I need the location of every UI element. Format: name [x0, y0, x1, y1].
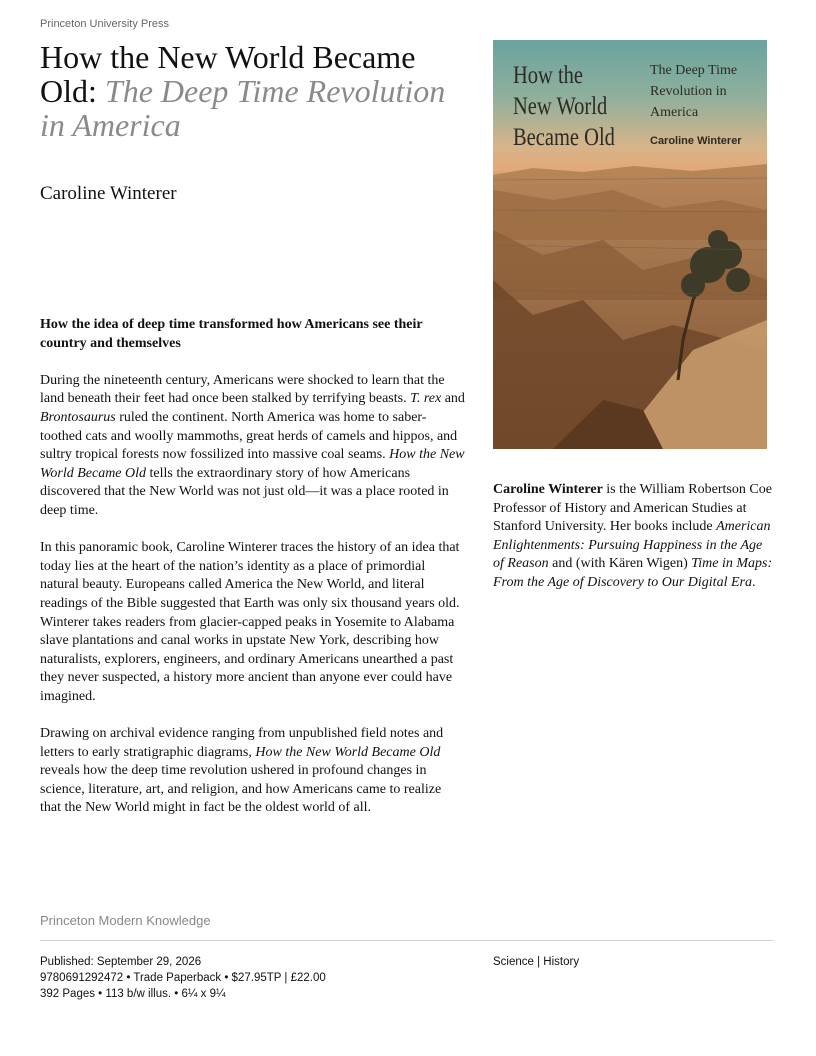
description-paragraph-2: In this panoramic book, Caroline Winterer traces the history of an idea that today lies at the heart of the nation’s identity as a place of primordial natural beauty. Europeans called America the New World, and literal readings of the Bible suggested that Earth was only six thousand years old. Winterer takes readers from glacier-capped peaks in Yosemite to Alabama slave plantations and canal works in upstate New York, describing how naturalists, explorers, engineers, and ordinary Americans unearthed a past they never suspected, a history more ancient than anyone ever could have imagined.	[40, 540, 460, 704]
p3-italic-title: How the New World Became Old	[255, 744, 441, 760]
bio-book-2: Time in Maps: From the Age of Discovery to Our Digital Era	[493, 556, 773, 590]
book-title	[40, 40, 460, 142]
p1-text-c: ruled the continent. North America was home to saber-toothed cats and woolly mammoths, great herds of camels and hippos, and sultry tropical forests now fossilized into massive coal seams.	[40, 409, 458, 463]
p3-text-b: reveals how the deep time revolution ushered in profound changes in science, literature, art, and religion, and how Americans came to realize that the New World might in fact be the oldest world of all.	[40, 763, 442, 816]
cover-title: How the New World Became Old	[513, 62, 615, 151]
bio-text-c: .	[751, 574, 756, 590]
book-description	[40, 316, 465, 837]
bio-text-b: and (with Kären Wigen)	[548, 556, 692, 572]
p1-italic-trex: T. rex	[410, 391, 442, 407]
series-name: Princeton Modern Knowledge	[40, 913, 211, 928]
p1-italic-title: How the New World Became Old	[40, 447, 465, 481]
author-name: Caroline Winterer	[40, 183, 177, 204]
p3-text-a: Drawing on archival evidence ranging from unpublished field notes and letters to early stratigraphic diagrams,	[40, 726, 444, 760]
footer-divider	[40, 940, 773, 941]
title-subtitle: The Deep Time Revolution in America	[40, 73, 446, 143]
cover-author: Caroline Winterer	[650, 135, 742, 147]
isbn-price-line: 9780691292472 • Trade Paperback • $27.95TP | £22.00	[40, 972, 326, 984]
p1-text-b: and	[441, 391, 465, 407]
author-bio	[493, 481, 773, 593]
description-paragraph-3	[40, 725, 465, 818]
p1-text-d: tells the extraordinary story of how Americans discovered that the New World was not just old—it was a place rooted in deep time.	[40, 465, 449, 518]
p1-italic-brontosaurus: Brontosaurus	[40, 409, 116, 425]
tagline: How the idea of deep time transformed how Americans see their country and themselves	[40, 317, 423, 351]
description-paragraph-1	[40, 372, 465, 521]
publisher-name: Princeton University Press	[40, 18, 169, 30]
book-cover-image	[493, 40, 767, 449]
bio-author-name: Caroline Winterer	[493, 482, 603, 497]
cover-subtitle: The Deep Time Revolution in America	[650, 63, 738, 120]
bio-text-a: is the William Robertson Coe Professor of History and American Studies at Stanford University. Her books include	[493, 482, 772, 535]
published-date: Published: September 29, 2026	[40, 956, 202, 968]
title-main: How the New World Became Old:	[40, 39, 416, 109]
publication-details	[40, 954, 326, 1002]
p1-text-a: During the nineteenth century, Americans were shocked to learn that the land beneath their feet had once been stalked by terrifying beasts.	[40, 372, 445, 407]
subject-categories: Science | History	[493, 956, 580, 968]
bio-book-1: American Enlightenments: Pursuing Happiness in the Age of Reason	[493, 519, 771, 572]
pages-line: 392 Pages • 113 b/w illus. • 6¼ x 9¼	[40, 988, 226, 1000]
